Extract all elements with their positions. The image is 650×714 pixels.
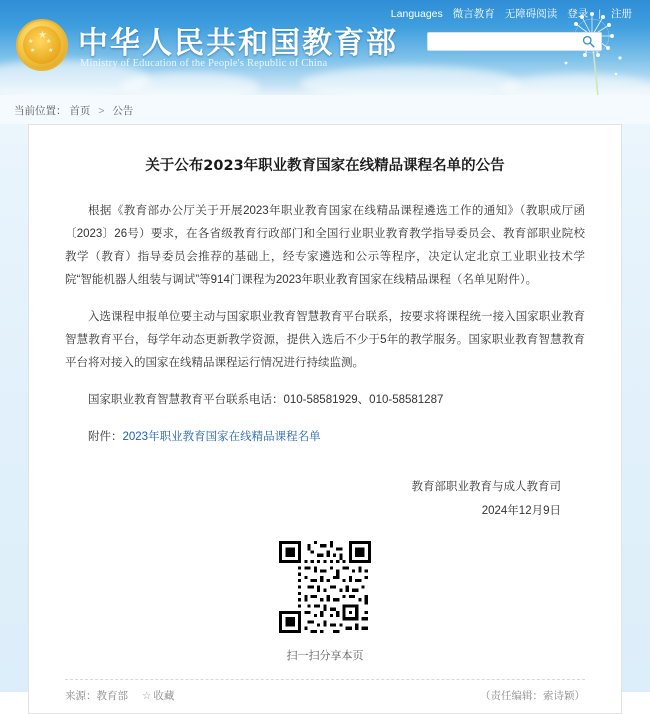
national-emblem-icon: ★ ★ ★ ★ ★ [16,19,68,71]
cloud-decoration [120,72,260,95]
qr-caption: 扫一扫分享本页 [286,650,364,663]
nav-weiyan[interactable]: 微言教育 [452,8,495,20]
breadcrumb-prefix: 当前位置： [14,105,67,117]
article-footer [65,679,585,703]
editor-note: （责任编辑：索诗颖） [480,690,585,703]
collect-button[interactable] [142,688,174,703]
paragraph-1: 根据《教育部办公厅关于开展2023年职业教育国家在线精品课程遴选工作的通知》（教职成厅函〔2023〕26号）要求，在各省级教育行政部门和全国行业职业教育教学指导委员会、教育部职业院校教学（教育）指导委员会推荐的基础上，经专家遴选和公示等程序，决定认定北京工业职业技术学院“智能机器人组装与调试”等914门课程为2023年职业教育国家在线精品课程（名单见附件）。 [65,205,585,287]
nav-divider: | [598,7,601,20]
search-icon[interactable] [577,34,599,49]
qr-section [65,541,585,663]
top-navigation [391,6,632,21]
nav-languages[interactable]: Languages [390,7,443,20]
source-label: 来源： [65,690,97,703]
site-title: 中华人民共和国教育部 [78,26,398,61]
breadcrumb-item-announcement[interactable]: 公告 [112,105,134,117]
source-value: 教育部 [96,690,128,703]
document-body [65,200,585,523]
star-icon: ☆ [142,690,152,703]
signature: 教育部职业教育与成人教育司 [411,481,561,494]
search-input[interactable] [428,35,581,52]
site-header [0,0,650,95]
collect-label: 收藏 [153,690,175,703]
nav-accessibility[interactable]: 无障碍阅读 [504,8,558,20]
attachment-link[interactable]: 2023年职业教育国家在线精品课程名单 [122,431,321,444]
paragraph-3: 国家职业教育智慧教育平台联系电话：010-58581929、010-58581287 [88,394,444,407]
signature-date: 2024年12月9日 [481,505,561,518]
source-info [65,688,128,703]
paragraph-2: 入选课程申报单位要主动与国家职业教育智慧教育平台联系，按要求将课程统一接入国家职业教育智慧教育平台，每学年动态更新教学资源，提供入选后不少于5年的教学服务。国家职业教育智慧教育平台将对接入的国家在线精品课程运行情况进行持续监测。 [65,311,585,370]
cloud-decoration [300,66,520,95]
breadcrumb-item-home[interactable]: 首页 [69,105,91,117]
article-card [28,124,622,714]
page-title: 关于公布2023年职业教育国家在线精品课程名单的公告 [145,158,505,174]
breadcrumb [0,95,650,124]
attachment-row [65,426,585,449]
page-background [0,124,650,703]
nav-register[interactable]: 注册 [611,8,632,20]
breadcrumb-divider: > [98,105,105,117]
site-subtitle: Ministry of Education of the People's Republic of China [80,58,328,69]
nav-login[interactable]: 登录 [567,8,589,20]
search-box[interactable] [427,32,602,51]
attachment-label: 附件： [88,431,123,444]
qr-code-icon [279,541,371,633]
